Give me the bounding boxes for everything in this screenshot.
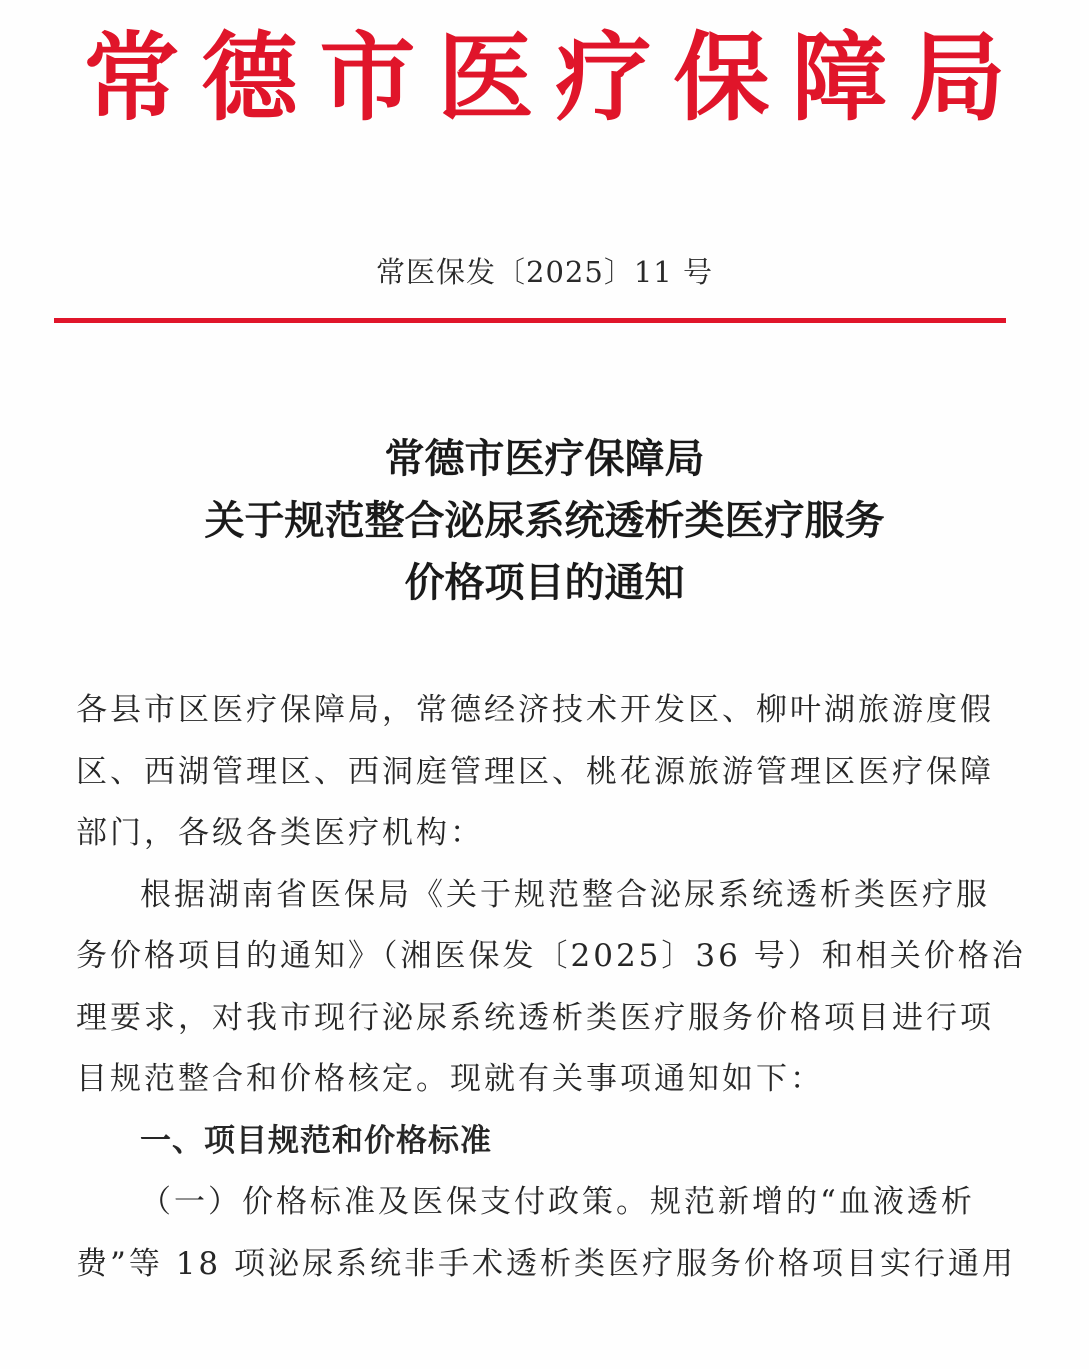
- paragraph-line: 目规范整合和价格核定。现就有关事项通知如下：: [76, 1061, 824, 1097]
- title-line-issuer: 常德市医疗保障局: [384, 435, 705, 482]
- section-heading: 一、项目规范和价格标准: [140, 1122, 492, 1159]
- addressee-line: 各县市区医疗保障局，常德经济技术开发区、柳叶湖旅游度假: [76, 692, 994, 728]
- addressee-line: 区、西湖管理区、西洞庭管理区、桃花源旅游管理区医疗保障: [76, 753, 994, 790]
- paragraph-line: 理要求，对我市现行泌尿系统透析类医疗服务价格项目进行项: [76, 999, 994, 1036]
- paragraph-line: 根据湖南省医保局《关于规范整合泌尿系统透析类医疗服: [140, 876, 990, 913]
- document-number: 常医保发〔2025〕11 号: [376, 255, 713, 289]
- title-line-subject: 关于规范整合泌尿系统透析类医疗服务: [204, 497, 885, 544]
- addressee-line: 部门，各级各类医疗机构：: [76, 815, 484, 851]
- paragraph-line: （一）价格标准及医保支付政策。规范新增的“血液透析: [140, 1184, 975, 1220]
- red-divider-rule: [54, 318, 1006, 323]
- notice-body: [76, 680, 1028, 1295]
- paragraph-line: 务价格项目的通知》（湘医保发〔2025〕36 号）和相关价格治: [76, 938, 1026, 974]
- paragraph-line: 费”等 18 项泌尿系统非手术透析类医疗服务价格项目实行通用: [76, 1245, 1016, 1282]
- title-line-subject-end: 价格项目的通知: [404, 559, 685, 606]
- masthead-title: 常德市医疗保障局: [83, 21, 1028, 134]
- notice-title: [0, 428, 1089, 614]
